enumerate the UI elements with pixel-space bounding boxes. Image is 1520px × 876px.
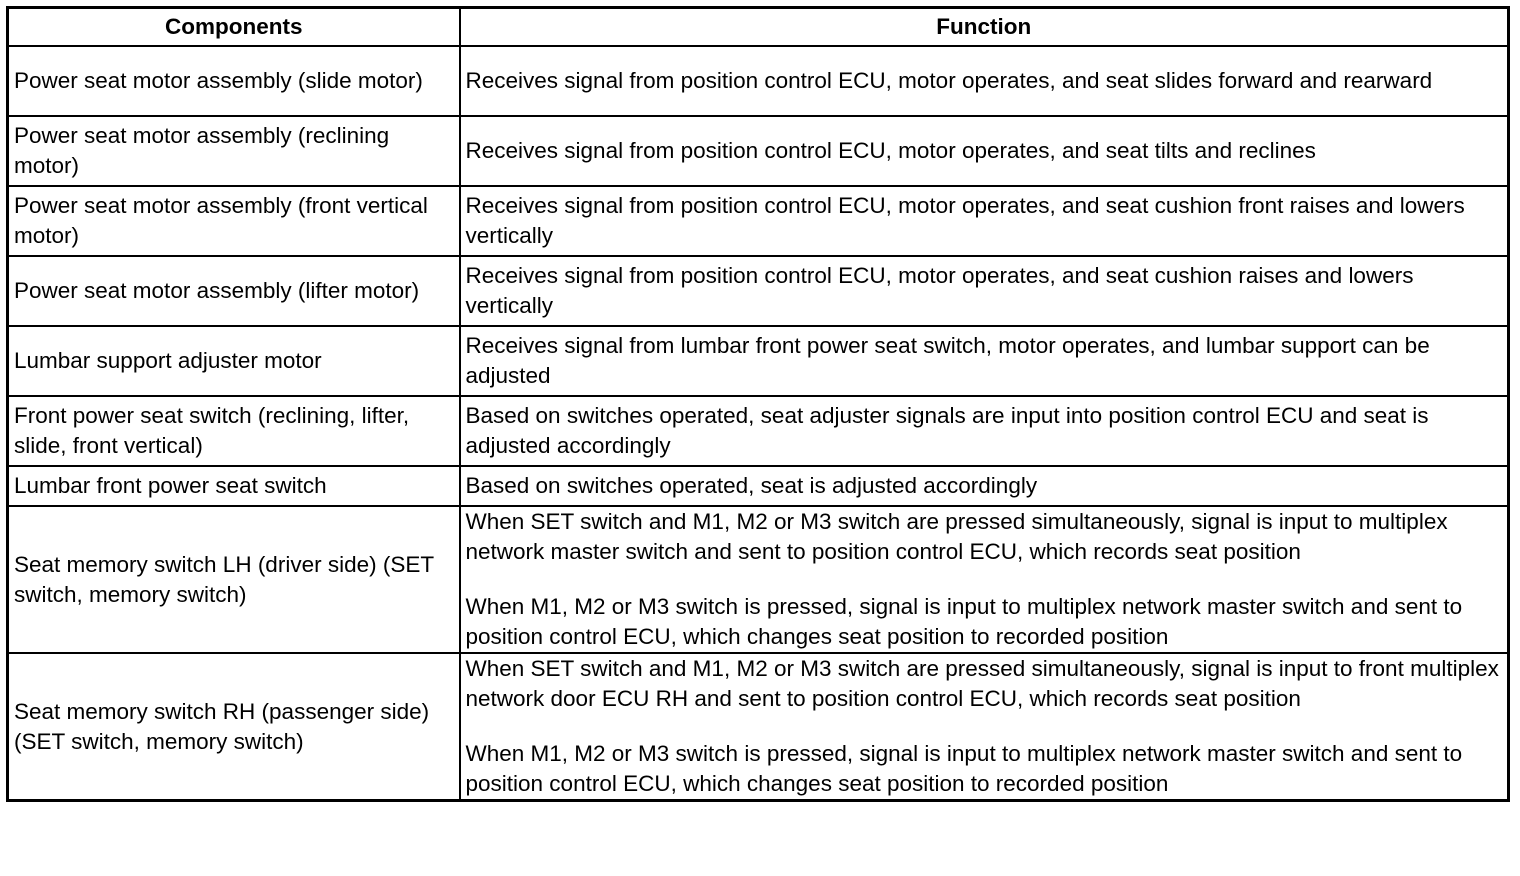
function-text: When M1, M2 or M3 switch is pressed, signal is input to multiplex network master switch and sent to position control ECU, which changes seat position to recorded position	[465, 741, 1463, 796]
function-text: Receives signal from position control ECU, motor operates, and seat slides forward and rearward	[465, 68, 1433, 93]
function-text: Receives signal from position control ECU, motor operates, and seat cushion raises and lowers vertically	[465, 263, 1414, 318]
table-row	[8, 186, 1509, 256]
table-row	[8, 506, 1509, 653]
component-cell: Seat memory switch RH (passenger side) (SET switch, memory switch)	[8, 653, 460, 801]
function-text: Receives signal from position control ECU, motor operates, and seat cushion front raises and lowers vertically	[465, 193, 1465, 248]
component-function-table	[6, 6, 1510, 802]
function-text: When M1, M2 or M3 switch is pressed, signal is input to multiplex network master switch and sent to position control ECU, which changes seat position to recorded position	[465, 594, 1463, 649]
component-cell: Power seat motor assembly (slide motor)	[8, 46, 460, 116]
function-text: Receives signal from lumbar front power seat switch, motor operates, and lumbar support can be adjusted	[465, 333, 1430, 388]
function-cell	[460, 326, 1509, 396]
header-row	[8, 8, 1509, 47]
function-text: Based on switches operated, seat is adjusted accordingly	[465, 473, 1038, 498]
function-cell	[460, 256, 1509, 326]
function-text: When SET switch and M1, M2 or M3 switch are pressed simultaneously, signal is input to front multiplex network door ECU RH and sent to position control ECU, which records seat position	[465, 656, 1499, 711]
function-text: When SET switch and M1, M2 or M3 switch are pressed simultaneously, signal is input to multiplex network master switch and sent to position control ECU, which records seat position	[465, 509, 1448, 564]
component-cell: Lumbar front power seat switch	[8, 466, 460, 506]
function-cell	[460, 506, 1509, 653]
function-cell	[460, 116, 1509, 186]
table-row	[8, 256, 1509, 326]
table-row	[8, 326, 1509, 396]
function-cell	[460, 653, 1509, 801]
function-cell	[460, 46, 1509, 116]
components-column-header: Components	[8, 8, 460, 47]
table-row	[8, 116, 1509, 186]
component-cell: Front power seat switch (reclining, lifter, slide, front vertical)	[8, 396, 460, 466]
function-cell	[460, 186, 1509, 256]
table-row	[8, 653, 1509, 801]
component-cell: Lumbar support adjuster motor	[8, 326, 460, 396]
function-column-header: Function	[460, 8, 1509, 47]
function-cell	[460, 396, 1509, 466]
component-cell: Power seat motor assembly (lifter motor)	[8, 256, 460, 326]
table-row	[8, 46, 1509, 116]
function-text: Receives signal from position control ECU, motor operates, and seat tilts and reclines	[465, 138, 1316, 163]
component-cell: Seat memory switch LH (driver side) (SET switch, memory switch)	[8, 506, 460, 653]
component-cell: Power seat motor assembly (reclining motor)	[8, 116, 460, 186]
table-row	[8, 466, 1509, 506]
function-cell	[460, 466, 1509, 506]
component-cell: Power seat motor assembly (front vertical motor)	[8, 186, 460, 256]
table-row	[8, 396, 1509, 466]
function-text: Based on switches operated, seat adjuster signals are input into position control ECU and seat is adjusted accordingly	[465, 403, 1429, 458]
